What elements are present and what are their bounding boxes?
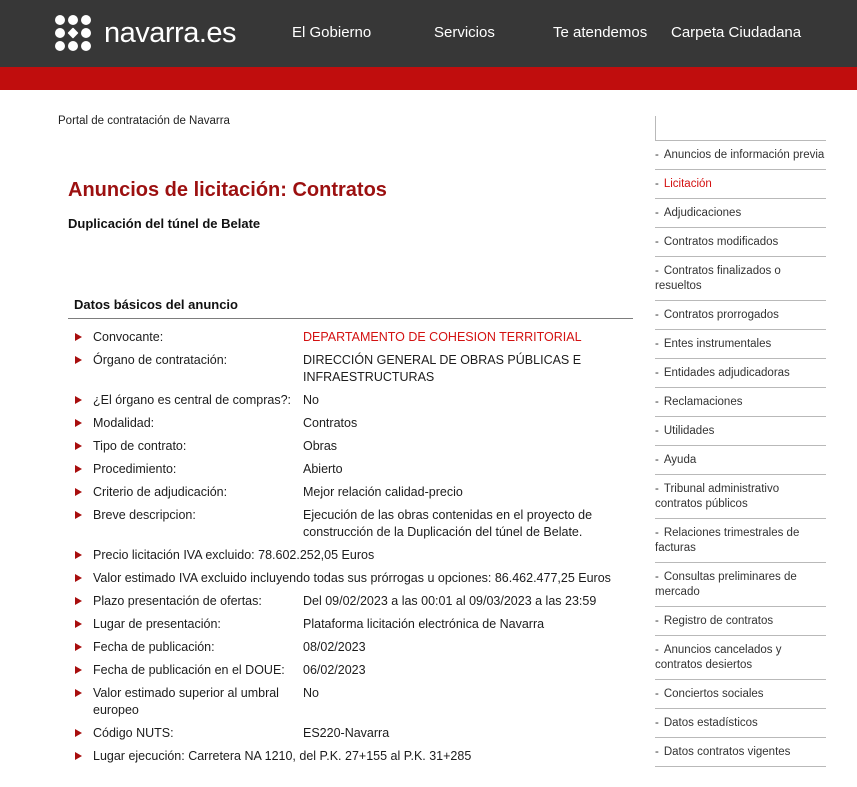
dash-icon: - [655,746,659,758]
sidebar-item-utilidades[interactable]: - Utilidades [655,416,826,445]
detail-value: 06/02/2023 [303,663,366,677]
arrow-bullet-icon [75,752,82,760]
detail-fulltext: Precio licitación IVA excluido: 78.602.252,05 Euros [93,548,375,562]
arrow-bullet-icon [75,643,82,651]
dash-icon: - [655,454,659,466]
page-title: Anuncios de licitación: Contratos [68,179,387,202]
detail-row-organo [68,349,643,389]
detail-label: Valor estimado superior al umbral europeo [93,686,279,717]
detail-value: 08/02/2023 [303,640,366,654]
arrow-bullet-icon [75,666,82,674]
detail-value: Obras [303,439,338,453]
detail-row-breve-descripcion [68,504,643,544]
arrow-bullet-icon [75,465,82,473]
arrow-bullet-icon [75,511,82,519]
sidebar-item-entes-instrumentales[interactable]: - Entes instrumentales [655,329,826,358]
arrow-bullet-icon [75,729,82,737]
sidebar-item-entidades-adjudicadoras[interactable]: - Entidades adjudicadoras [655,358,826,387]
detail-label: Fecha de publicación en el DOUE: [93,663,285,677]
arrow-bullet-icon [75,551,82,559]
arrow-bullet-icon [75,396,82,404]
sidebar-item-contratos-modificados[interactable]: - Contratos modificados [655,227,826,256]
detail-label: Modalidad: [93,416,155,430]
detail-label: Breve descripcion: [93,508,196,522]
detail-value: No [303,686,319,700]
sidebar-item-adjudicaciones[interactable]: - Adjudicaciones [655,198,826,227]
nav-link-carpeta-ciudadana[interactable]: Carpeta Ciudadana [671,24,802,41]
detail-label: Convocante: [93,330,164,344]
sidebar-item-anuncios-cancelados[interactable]: - Anuncios cancelados y contratos desiertos [655,635,826,679]
section-title: Datos básicos del anuncio [68,297,633,319]
dash-icon: - [655,717,659,729]
arrow-bullet-icon [75,442,82,450]
sidebar-item-licitacion[interactable]: - Licitación [655,169,826,198]
dash-icon: - [655,309,659,321]
logo-text: navarra.es [104,17,237,49]
arrow-bullet-icon [75,419,82,427]
dash-icon: - [655,207,659,219]
dash-icon: - [655,688,659,700]
nav-link-te-atendemos[interactable]: Te atendemos [553,24,648,41]
detail-row-codigo-nuts [68,722,643,745]
dash-icon: - [655,483,659,495]
detail-value: ES220-Navarra [303,726,390,740]
detail-row-valor-estimado [68,567,643,590]
dash-icon: - [655,527,659,539]
detail-label: Lugar de presentación: [93,617,221,631]
detail-value: Abierto [303,462,343,476]
sidebar-item-contratos-prorrogados[interactable]: - Contratos prorrogados [655,300,826,329]
dash-icon: - [655,367,659,379]
detail-row-lugar-presentacion [68,613,643,636]
arrow-bullet-icon [75,597,82,605]
dash-icon: - [655,425,659,437]
detail-label: Plazo presentación de ofertas: [93,594,262,608]
sidebar-item-datos-contratos-vigentes[interactable]: - Datos contratos vigentes [655,737,826,766]
detail-value: Contratos [303,416,358,430]
detail-row-umbral-europeo [68,682,643,722]
detail-row-fecha-publicacion [68,636,643,659]
sidebar-item-anuncios-informacion-previa[interactable]: - Anuncios de información previa [655,140,826,169]
detail-row-tipo-contrato [68,435,643,458]
dash-icon: - [655,644,659,656]
detail-label: Fecha de publicación: [93,640,215,654]
detail-label: Tipo de contrato: [93,439,187,453]
sidebar-top-divider [655,116,656,140]
detail-label: Procedimiento: [93,462,177,476]
nav-link-servicios[interactable]: Servicios [434,24,495,41]
arrow-bullet-icon [75,620,82,628]
content-area [0,90,857,787]
sidebar-item-consultas-preliminares[interactable]: - Consultas preliminares de mercado [655,562,826,606]
detail-label: Código NUTS: [93,726,174,740]
detail-value-convocante-link[interactable]: DEPARTAMENTO DE COHESION TERRITORIAL [303,330,582,344]
dash-icon: - [655,338,659,350]
detail-label: Criterio de adjudicación: [93,485,228,499]
sidebar-item-relaciones-trimestrales[interactable]: - Relaciones trimestrales de facturas [655,518,826,562]
sidebar-menu [655,140,826,767]
arrow-bullet-icon [75,356,82,364]
detail-row-criterio [68,481,643,504]
sidebar-item-contratos-finalizados[interactable]: - Contratos finalizados o resueltos [655,256,826,300]
detail-row-central-compras [68,389,643,412]
site-header [0,0,857,67]
detail-row-procedimiento [68,458,643,481]
sidebar-item-datos-estadisticos[interactable]: - Datos estadísticos [655,708,826,737]
sidebar-item-registro-contratos[interactable]: - Registro de contratos [655,606,826,635]
dash-icon: - [655,149,659,161]
red-accent-bar [0,67,857,90]
detail-fulltext: Lugar ejecución: Carretera NA 1210, del P.K. 27+155 al P.K. 31+285 [93,749,472,763]
detail-row-convocante [68,326,643,349]
navarra-logo[interactable] [55,15,236,51]
arrow-bullet-icon [75,574,82,582]
detail-label: ¿El órgano es central de compras?: [93,393,292,407]
sidebar-item-ayuda[interactable]: - Ayuda [655,445,826,474]
detail-value: No [303,393,319,407]
page-subtitle: Duplicación del túnel de Belate [68,216,261,231]
dash-icon: - [655,236,659,248]
detail-value: Mejor relación calidad-precio [303,485,463,499]
arrow-bullet-icon [75,689,82,697]
detail-fulltext: Valor estimado IVA excluido incluyendo todas sus prórrogas u opciones: 86.462.477,25 Euros [93,571,611,585]
detail-value: Del 09/02/2023 a las 00:01 al 09/03/2023 a las 23:59 [303,594,597,608]
details-list [68,326,643,768]
detail-value: Plataforma licitación electrónica de Navarra [303,617,545,631]
dash-icon: - [655,178,659,190]
arrow-bullet-icon [75,488,82,496]
detail-value: Ejecución de las obras contenidas en el proyecto de construcción de la Duplicación del túnel de Belate. [303,508,593,539]
dash-icon: - [655,615,659,627]
logo-dots-icon [55,15,91,51]
arrow-bullet-icon [75,333,82,341]
detail-row-precio-licitacion [68,544,643,567]
detail-row-plazo-ofertas [68,590,643,613]
nav-link-el-gobierno[interactable]: El Gobierno [292,24,372,41]
detail-row-lugar-ejecucion [68,745,643,768]
dash-icon: - [655,396,659,408]
sidebar-item-tribunal-administrativo[interactable]: - Tribunal administrativo contratos públicos [655,474,826,518]
dash-icon: - [655,265,659,277]
detail-value: DIRECCIÓN GENERAL DE OBRAS PÚBLICAS E INFRAESTRUCTURAS [303,353,582,384]
sidebar-item-conciertos-sociales[interactable]: - Conciertos sociales [655,679,826,708]
breadcrumb[interactable]: Portal de contratación de Navarra [58,115,230,127]
detail-label: Órgano de contratación: [93,353,228,367]
dash-icon: - [655,571,659,583]
detail-row-fecha-doue [68,659,643,682]
sidebar-item-reclamaciones[interactable]: - Reclamaciones [655,387,826,416]
detail-row-modalidad [68,412,643,435]
